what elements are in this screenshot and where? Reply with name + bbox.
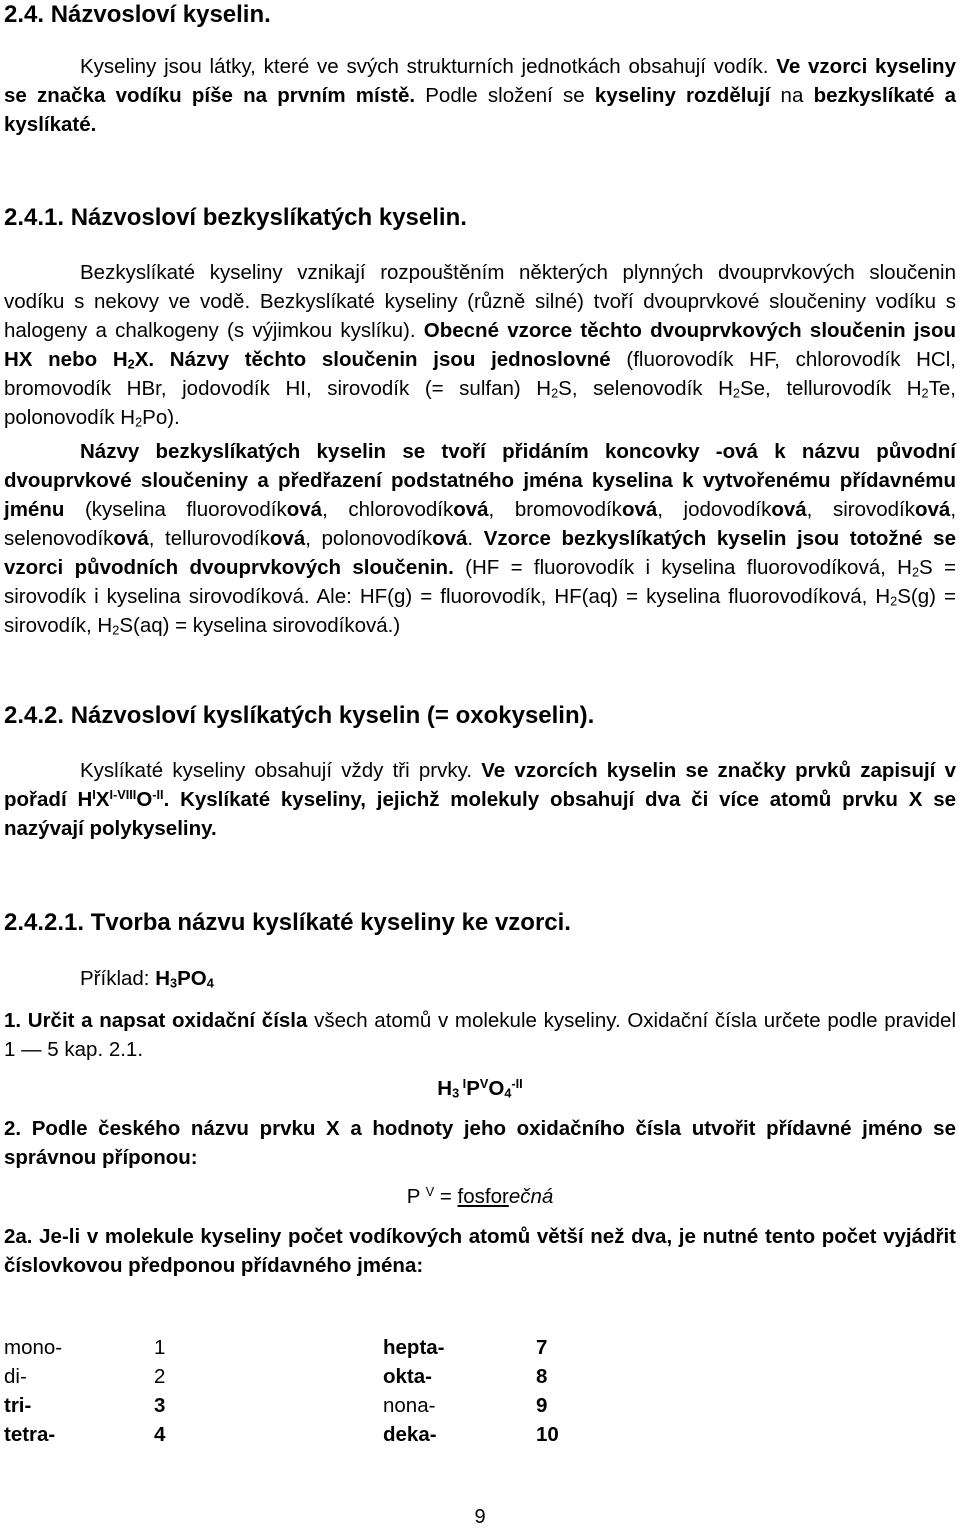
prefix-right: deka-	[383, 1423, 437, 1446]
prefix-left: mono-	[4, 1336, 63, 1359]
prefix-right: okta-	[383, 1365, 432, 1388]
subsection-title-binary-acids: 2.4.1. Názvosloví bezkyslíkatých kyselin.	[4, 204, 467, 231]
step-2a: 2a. Je-li v molekule kyseliny počet vodíkových atomů větší než dva, je nutné tento počet vyjádřit číslovkovou předponou přídavného jména:	[4, 1225, 956, 1277]
prefix-right: nona-	[383, 1394, 436, 1417]
prefix-row	[0, 1392, 960, 1420]
adjective-formula: P $^V$ = fosforečná	[406, 1184, 554, 1208]
prefix-table	[0, 1334, 960, 1454]
prefix-right-number: 10	[536, 1423, 559, 1446]
subsection-title-oxoacids: 2.4.2. Názvosloví kyslíkatých kyselin (= oxokyselin).	[4, 702, 595, 729]
prefix-left-number: 2	[154, 1365, 166, 1388]
prefix-row	[0, 1334, 960, 1362]
page-number: 9	[474, 1506, 486, 1528]
prefix-right-number: 9	[536, 1394, 548, 1417]
intro-paragraph: Kyseliny jsou látky, které ve svých strukturních jednotkách obsahují vodík. Ve vzorci kyseliny se značka vodíku píše na prvním místě. Podle složení se kyseliny rozdělují na bezkyslíkaté a kyslíkaté.	[4, 55, 956, 136]
prefix-row	[0, 1421, 960, 1449]
oxidation-formula: $H_3$ $^IP^VO_4^{-II}$	[437, 1076, 523, 1101]
example-line: Příklad: $H_3PO_4$	[80, 967, 214, 991]
step-1: 1. Určit a napsat oxidační čísla všech atomů v molekule kyseliny. Oxidační čísla určete podle pravidel 1 — 5 kap. 2.1.	[4, 1009, 956, 1061]
prefix-left: di-	[4, 1365, 27, 1388]
subsubsection-title: 2.4.2.1. Tvorba názvu kyslíkaté kyseliny ke vzorci.	[4, 909, 571, 936]
step-2: 2. Podle českého názvu prvku X a hodnoty jeho oxidačního čísla utvořit přídavné jméno se správnou příponou:	[4, 1117, 956, 1169]
prefix-right-number: 7	[536, 1336, 548, 1359]
oxoacids-paragraph: Kyslíkaté kyseliny obsahují vždy tři prvky. Ve vzorcích kyselin se značky prvků zapisují v pořadí $H^IX^{I-VIII}O^{-II}$. Kyslíkaté kyseliny, jejichž molekuly obsahují dva či více atomů prvku X se nazývají polykyseliny.	[4, 759, 956, 840]
binary-acids-paragraph: Bezkyslíkaté kyseliny vznikají rozpouštěním některých plynných dvouprvkových sloučenin vodíku s nekovy ve vodě. Bezkyslíkaté kyseliny (různě silné) tvoří dvouprvkové sloučeniny vodíku s halogeny a chalkogeny (s výjimkou kyslíku). Obecné vzorce těchto dvouprvkových sloučenin jsou HX nebo $H_2X$. Názvy těchto sloučenin jsou jednoslovné (fluorovodík HF, chlorovodík HCl, bromovodík HBr, jodovodík HI, sirovodík (= sulfan) $H_2S$, selenovodík $H_2Se$, tellurovodík $H_2Te$, polonovodík $H_2Po$).	[4, 261, 956, 430]
prefix-right: hepta-	[383, 1336, 445, 1359]
prefix-right-number: 8	[536, 1365, 548, 1388]
prefix-left-number: 1	[154, 1336, 166, 1359]
prefix-left: tetra-	[4, 1423, 56, 1446]
prefix-left: tri-	[4, 1394, 32, 1417]
binary-acids-naming-paragraph: Názvy bezkyslíkatých kyselin se tvoří přidáním koncovky -ová k názvu původní dvouprvkové sloučeniny a předřazení podstatného jména kyselina k vytvořenému přídavnému jménu (kyselina fluorovodíková, chlorovodíková, bromovodíková, jodovodíková, sirovodíková, selenovodíková, tellurovodíková, polonovodíková. Vzorce bezkyslíkatých kyselin jsou totožné se vzorci původních dvouprvkových sloučenin. (HF = fluorovodík i kyselina fluorovodíková, $H_2S$ = sirovodík i kyselina sirovodíková. Ale: HF(g) = fluorovodík, HF(aq) = kyselina fluorovodíková, $H_2S(g)$ = sirovodík, $H_2S(aq)$ = kyselina sirovodíková.)	[4, 440, 957, 638]
section-title: 2.4. Názvosloví kyselin.	[4, 1, 271, 28]
prefix-row	[0, 1363, 960, 1391]
prefix-left-number: 3	[154, 1394, 166, 1417]
prefix-left-number: 4	[154, 1423, 166, 1446]
